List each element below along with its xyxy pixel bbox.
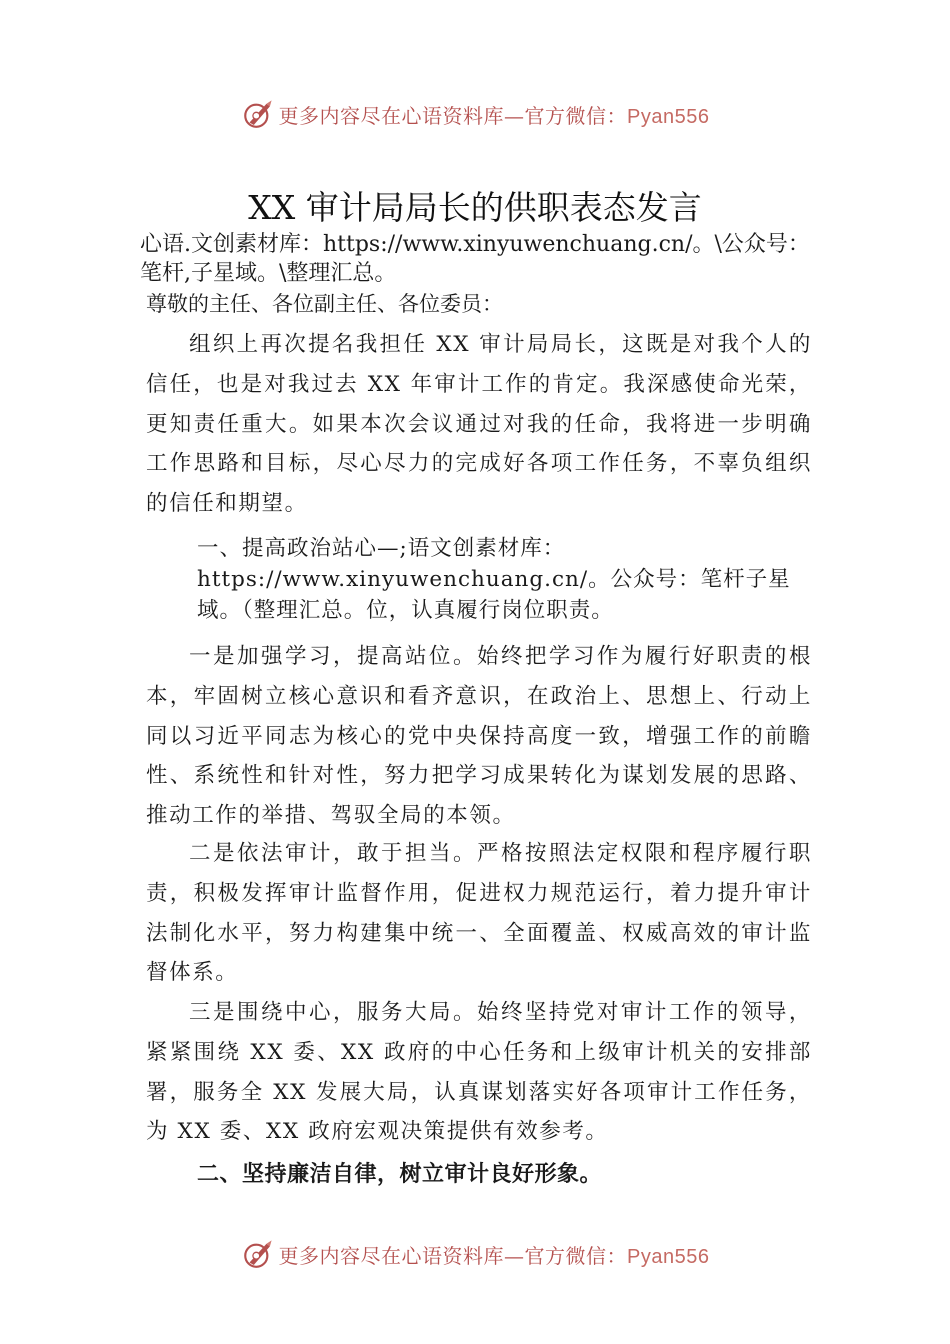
point-2-paragraph: 二是依法审计，敢于担当。严格按照法定权限和程序履行职责，积极发挥审计监督作用，促进权力规范运行，着力提升审计法制化水平，努力构建集中统一、全面覆盖、权威高效的审计监督体系。 <box>146 841 812 986</box>
pen-logo-icon <box>241 97 275 131</box>
footer-banner <box>0 1232 950 1276</box>
banner-handle: Pyan556 <box>627 1245 710 1268</box>
banner-text: 更多内容尽在心语资料库—官方微信：Pyan556 <box>278 103 710 128</box>
header-banner <box>0 92 950 136</box>
salutation: 尊敬的主任、各位副主任、各位委员： <box>146 292 503 316</box>
point-3-paragraph: 三是围绕中心，服务大局。始终坚持党对审计工作的领导，紧紧围绕 XX 委、XX 政府的中心任务和上级审计机关的安排部署，服务全 XX 发展大局，认真谋划落实好各项审计工作任务，为 XX 委、XX 政府宏观决策提供有效参考。 <box>146 1000 812 1145</box>
document-title: XX 审计局局长的供职表态发言 <box>248 188 702 227</box>
banner-text: 更多内容尽在心语资料库—官方微信：Pyan556 <box>278 1243 710 1268</box>
pen-logo-icon <box>241 1237 275 1271</box>
source-note: 心语.文创素材库：https://www.xinyuwenchuang.cn/。\公众号：笔杆,子星域。\整理汇总。 <box>140 232 810 286</box>
point-1-paragraph: 一是加强学习，提高站位。始终把学习作为履行好职责的根本，牢固树立核心意识和看齐意识，在政治上、思想上、行动上同以习近平同志为核心的党中央保持高度一致，增强工作的前瞻性、系统性和针对性，努力把学习成果转化为谋划发展的思路、推动工作的举措、驾驭全局的本领。 <box>146 644 812 829</box>
intro-paragraph: 组织上再次提名我担任 XX 审计局局长，这既是对我个人的信任，也是对我过去 XX 年审计工作的肯定。我深感使命光荣，更知责任重大。如果本次会议通过对我的任命，我将进一步明确工作思路和目标，尽心尽力的完成好各项工作任务，不辜负组织的信任和期望。 <box>146 332 812 517</box>
section-2-heading: 二、坚持廉洁自律，树立审计良好形象。 <box>197 1162 603 1187</box>
banner-handle: Pyan556 <box>627 105 710 128</box>
section-1-heading: 一、提高政治站心—;语文创素材库：https://www.xinyuwenchuang.cn/。公众号：笔杆子星域。（整理汇总。位，认真履行岗位职责。 <box>197 536 791 623</box>
